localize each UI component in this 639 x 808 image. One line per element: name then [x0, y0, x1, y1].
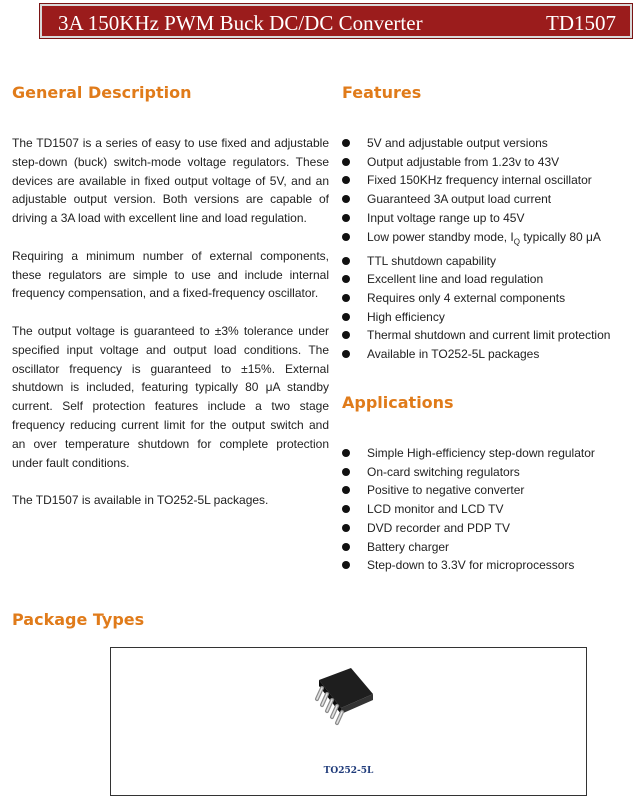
list-item	[342, 519, 595, 538]
feature-text: Guaranteed 3A output load current	[367, 192, 552, 207]
part-number: TD1507	[546, 11, 616, 35]
bullet-icon	[342, 468, 350, 476]
subscript-q: Q	[513, 236, 520, 246]
application-text: Battery charger	[367, 539, 450, 554]
list-item	[342, 326, 610, 345]
application-text: DVD recorder and PDP TV	[367, 520, 510, 535]
application-text: Simple High-efficiency step-down regulator	[367, 446, 595, 460]
feature-text: Low power standby mode, $I_Q$ typically 80 μA	[367, 229, 601, 246]
description-paragraph: The output voltage is guaranteed to ±3% tolerance under specified input voltage and output load conditions. The oscillator frequency is guaranteed to ±15%. External shutdown is included, featuring typically 80 μA standby current. Self protection features include a two stage frequency reducing current limit for the output switch and an over temperature shutdown for complete protection under fault conditions.	[12, 323, 329, 470]
features-heading: Features	[342, 83, 422, 102]
bullet-icon	[342, 275, 350, 283]
applications-heading: Applications	[342, 393, 454, 412]
feature-text: Thermal shutdown and current limit protection	[367, 328, 611, 343]
list-item	[342, 463, 595, 482]
applications-list	[342, 444, 595, 575]
feature-text: Fixed 150KHz frequency internal oscillator	[367, 173, 592, 188]
feature-text: TTL shutdown capability	[367, 253, 496, 268]
list-item	[342, 270, 610, 289]
list-item	[342, 444, 595, 463]
bullet-icon	[342, 543, 350, 551]
feature-text: Available in TO252-5L packages	[367, 347, 540, 362]
bullet-icon	[342, 176, 350, 184]
feature-text: Requires only 4 external components	[367, 291, 566, 306]
description-paragraph: Requiring a minimum number of external components, these regulators are simple to use and include internal frequency compensation, and a fixed-frequency oscillator.	[12, 248, 329, 301]
bullet-icon	[342, 350, 350, 358]
feature-text: Output adjustable from 1.23v to 43V	[367, 154, 560, 169]
list-item	[342, 190, 610, 209]
list-item	[342, 209, 610, 228]
application-text: Positive to negative converter	[367, 483, 525, 498]
bullet-icon	[342, 139, 350, 147]
list-item	[342, 171, 610, 190]
feature-text: Excellent line and load regulation	[367, 272, 544, 287]
bullet-icon	[342, 214, 350, 222]
bullet-icon	[342, 257, 350, 265]
to252-5l-chip-icon	[311, 658, 381, 736]
bullet-icon	[342, 524, 350, 532]
list-item	[342, 228, 610, 252]
bullet-icon	[342, 561, 350, 569]
list-item	[342, 500, 595, 519]
general-description-heading: General Description	[12, 83, 192, 102]
feature-text: 5V and adjustable output versions	[367, 136, 548, 150]
list-item	[342, 153, 610, 172]
description-paragraph: The TD1507 is available in TO252-5L packages.	[12, 493, 269, 508]
bullet-icon	[342, 233, 350, 241]
bullet-icon	[342, 195, 350, 203]
bullet-icon	[342, 486, 350, 494]
feature-text: High efficiency	[367, 309, 445, 324]
general-description-body	[12, 134, 329, 529]
list-item	[342, 556, 595, 575]
description-paragraph: The TD1507 is a series of easy to use fixed and adjustable step-down (buck) switch-mode voltage regulators. These devices are available in fixed output voltage of 5V, and an adjustable output version. Both versions are capable of driving a 3A load with excellent line and load regulation.	[12, 136, 329, 226]
package-figure	[110, 647, 587, 796]
list-item	[342, 345, 610, 364]
bullet-icon	[342, 449, 350, 457]
document-title: 3A 150KHz PWM Buck DC/DC Converter	[58, 11, 423, 35]
list-item	[342, 134, 610, 153]
feature-text: Input voltage range up to 45V	[367, 210, 525, 225]
application-text: LCD monitor and LCD TV	[367, 502, 504, 517]
bullet-icon	[342, 294, 350, 302]
application-text: On-card switching regulators	[367, 464, 520, 479]
bullet-icon	[342, 331, 350, 339]
list-item	[342, 289, 610, 308]
features-list	[342, 134, 610, 364]
bullet-icon	[342, 313, 350, 321]
package-label: TO252-5L	[323, 766, 374, 776]
bullet-icon	[342, 505, 350, 513]
application-text: Step-down to 3.3V for microprocessors	[367, 558, 575, 573]
list-item	[342, 252, 610, 271]
title-banner	[40, 4, 632, 38]
list-item	[342, 308, 610, 327]
package-types-heading: Package Types	[12, 610, 145, 629]
list-item	[342, 538, 595, 557]
list-item	[342, 481, 595, 500]
bullet-icon	[342, 158, 350, 166]
